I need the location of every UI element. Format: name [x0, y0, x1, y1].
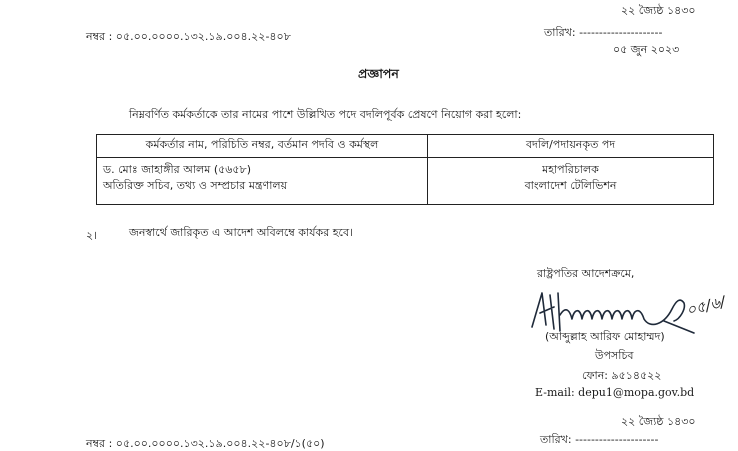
footer-date-bangla: ২২ জ্যৈষ্ঠ ১৪৩০	[621, 415, 696, 428]
officer-cell	[97, 158, 428, 205]
new-post: মহাপরিচালক	[542, 163, 599, 176]
table-header-officer: কর্মকর্তার নাম, পরিচিতি নম্বর, বর্তমান পদবি ও কর্মস্থল	[97, 135, 428, 158]
date-label: তারিখ: ---------------------	[544, 26, 663, 39]
header-date-bangla: ২২ জ্যৈষ্ঠ ১৪৩০	[621, 4, 696, 17]
header-date-english: ০৫ জুন ২০২৩	[613, 43, 680, 56]
by-order-text: রাষ্ট্রপতির আদেশক্রমে,	[537, 267, 635, 280]
para2-text: জনস্বার্থে জারিকৃত এ আদেশ অবিলম্বে কার্যকর হবে।	[129, 226, 354, 239]
page-title: প্রজ্ঞাপন	[358, 66, 399, 81]
officer-name: ড. মোঃ জাহাঙ্গীর আলম (৫৬৫৮)	[103, 163, 251, 176]
assignment-table	[96, 134, 714, 205]
para2-number: ২।	[86, 229, 98, 242]
signer-phone: ফোন: ৯৫১৪৫২২	[582, 369, 662, 382]
new-office: বাংলাদেশ টেলিভিশন	[524, 179, 617, 192]
intro-text: নিম্নবর্ণিত কর্মকর্তাকে তার নামের পাশে উল্লিখিত পদে বদলিপূর্বক প্রেষণে নিয়োগ করা হলো:	[129, 108, 522, 121]
signer-email: E-mail: depu1@mopa.gov.bd	[535, 386, 695, 399]
signer-designation: উপসচিব	[595, 349, 634, 362]
officer-current-post: অতিরিক্ত সচিব, তথ্য ও সম্প্রচার মন্ত্রণালয়	[103, 179, 288, 192]
handwritten-date: ০৫/৬/	[684, 292, 727, 320]
memo-number: নম্বর : ০৫.০০.০০০০.১৩২.১৯.০০৪.২২-৪০৮	[86, 30, 291, 43]
table-header-row	[97, 135, 714, 158]
new-post-cell	[428, 158, 714, 205]
footer-date-label: তারিখ: ---------------------	[540, 433, 659, 446]
table-row	[97, 158, 714, 205]
footer-memo-number: নম্বর : ০৫.০০.০০০০.১৩২.১৯.০০৪.২২-৪০৮/১(৫০)	[86, 437, 325, 450]
signer-name: (আব্দুল্লাহ আরিফ মোহাম্মদ)	[545, 330, 665, 343]
table-header-new-post: বদলি/পদায়নকৃত পদ	[428, 135, 714, 158]
